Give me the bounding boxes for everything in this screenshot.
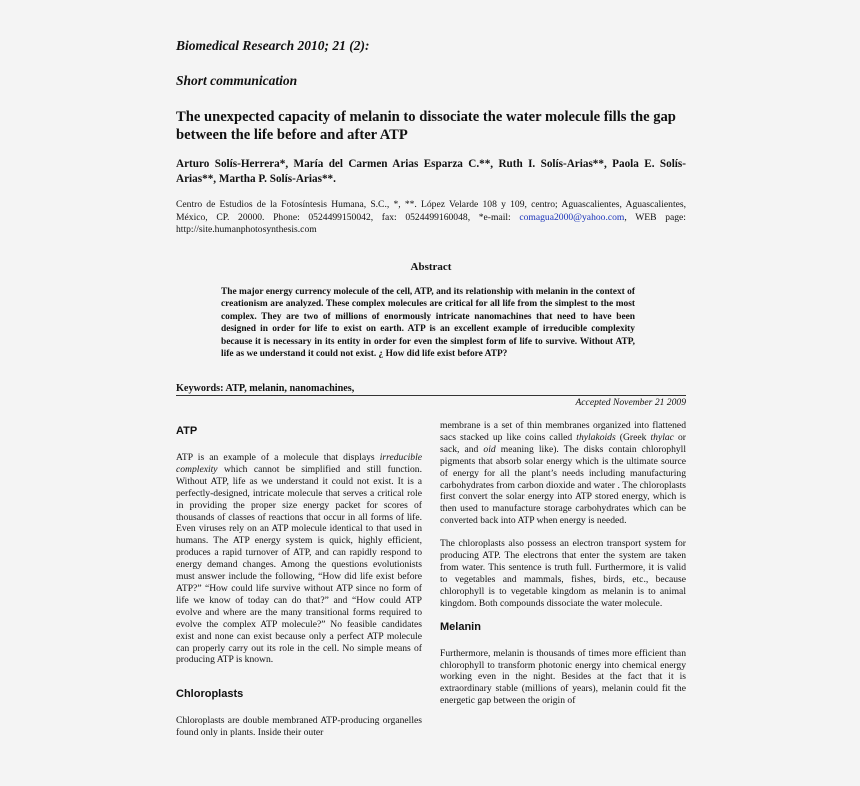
author-list: Arturo Solís-Herrera*, María del Carmen Arias Esparza C.**, Ruth I. Solís-Arias**, Paola E. Solís-Arias**, Martha P. Solís-Arias**. [176, 158, 686, 185]
section-heading-melanin: Melanin [440, 620, 481, 633]
right-column [440, 420, 686, 707]
accepted-date: Accepted November 21 2009 [575, 397, 686, 408]
thylakoid-text-c: or sack, and [440, 431, 686, 455]
thylakoid-text-a: membrane is a set of thin membranes organized into flattened sacs stacked up like coins called [440, 420, 686, 443]
thylakoid-paragraph [440, 420, 686, 527]
keywords: Keywords: ATP, melanin, nanomachines, [176, 383, 355, 394]
thylakoids-term: thylakoids [576, 431, 616, 443]
affiliation-text: Centro de Estudios de la Fotosíntesis Humana, S.C., *, **. López Velarde 108 y 109, centro; Aguascalientes, Aguascalientes, México, CP. 20000. Phone: 0524499150042, fax: 0524499160048, *e-mail: [176, 199, 686, 223]
atp-text-b: which cannot be simplified and still function. Without ATP, life as we understand it could not exist. It is a perfectly-designed, intricate molecule that serves a critical role in providing the proper size energy packet for scores of thousands of classes of reactions that occur in all forms of life. Even viruses rely on an ATP molecule identical to that used in humans. The ATP energy system is quick, highly efficient, produces a rapid turnover of ATP, and can rapidly respond to energy demand changes. Among the questions evolutionists must answer include the following, “How did life exist before ATP?” “How could life survive without ATP since no form of life we know of today can do that?” and “How could ATP evolve and where are the many transitional forms required to evolve the complex ATP molecule?” No feasible candidates exist and none can exist because only a perfect ATP molecule can properly carry out its role in the cell. No simple means of producing ATP is known. [176, 463, 422, 666]
melanin-paragraph: Furthermore, melanin is thousands of times more efficient than chlorophyll to transform photonic energy into chemical energy working even in the night. Besides at the fact that it is extraordinary stable (millions of years), melanin could fit the energetic gap between the origin of [440, 647, 686, 707]
abstract-heading: Abstract [410, 261, 452, 273]
atp-emphasis: irreducible complexity [176, 452, 422, 475]
left-column [176, 425, 422, 739]
article-type: Short communication [176, 73, 298, 88]
journal-citation: Biomedical Research 2010; 21 (2): [176, 38, 370, 53]
section-heading-chloroplasts: Chloroplasts [176, 688, 244, 701]
email-link[interactable]: comagua2000@yahoo.com [519, 211, 625, 223]
affiliation-web: , WEB page: http://site.humanphotosynthesis.com [176, 211, 686, 235]
section-heading-atp: ATP [176, 425, 198, 437]
oid-term: oid [483, 443, 496, 455]
thylakoid-text-d: meaning like). The disks contain chlorophyll pigments that absorb solar energy which is the ultimate source of energy for all the plant’s needs including manufacturing carbohydrates from carbon dioxide and water . The chloroplasts first convert the solar energy into ATP stored energy, which is then used to manufacture storage carbohydrates which can be converted back into ATP when energy is needed. [440, 443, 686, 527]
thylakoid-text-b: (Greek [615, 431, 651, 443]
abstract-text: The major energy currency molecule of the cell, ATP, and its relationship with melanin in the context of creationism are analyzed. These complex molecules are critical for all life from the simplest to the most complex. They are two of millions of enormously intricate nanomachines that need to have been designed in order for life to exist on earth. ATP is an excellent example of irreducible complexity because it is necessary in its entity in order for even the simplest form of life to survive. Without ATP, life as we understand it could not exist. ¿ How did life exist before ATP? [221, 287, 635, 360]
electron-transport-paragraph: The chloroplasts also possess an electron transport system for producing ATP. The electrons that enter the system are taken from water. This sentence is truth full. Furthermore, it is valid to vegetables and mammals, fishes, birds, etc., because chlorophyll is to vegetable kingdom as melanin is to animal kingdom. Both compounds dissociate the water molecule. [440, 538, 686, 609]
paper-title: The unexpected capacity of melanin to dissociate the water molecule fills the gap between the life before and after ATP [176, 109, 676, 143]
atp-paragraph [176, 452, 422, 666]
chloroplasts-paragraph: Chloroplasts are double membraned ATP-producing organelles found only in plants. Inside their outer [176, 715, 422, 739]
thylac-term: thylac [650, 431, 674, 443]
atp-text-a: ATP is an example of a molecule that displays [176, 452, 380, 463]
affiliation [176, 199, 686, 237]
divider [176, 395, 686, 396]
